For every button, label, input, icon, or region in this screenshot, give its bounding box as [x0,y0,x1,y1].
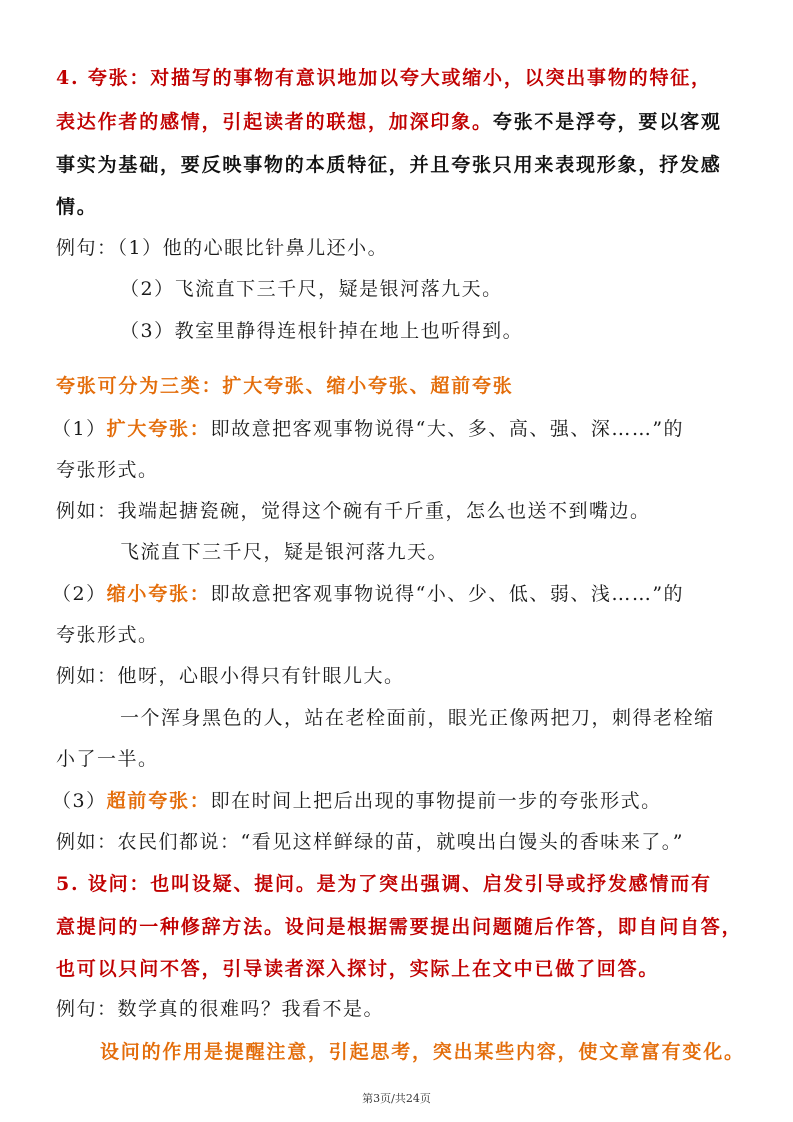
type2-example-2-cont: 小了一半。 [56,748,159,770]
type1-definition [52,417,753,441]
s4-definition-line-1: 4. 夸张：对描写的事物有意识地加以夸大或缩小，以突出事物的特征， [56,67,712,89]
s4-definition-black-part: 夸张不是浮夸，要以客观 [492,111,722,133]
type3-number: （3） [52,790,107,812]
type1-example-1: 例如：我端起搪瓷碗，觉得这个碗有千斤重，怎么也送不到嘴边。 [56,500,651,522]
s4-types-heading: 夸张可分为三类：扩大夸张、缩小夸张、超前夸张 [56,375,514,397]
type2-name: 缩小夸张： [106,583,211,605]
type1-name: 扩大夸张： [106,418,211,440]
type1-text: 即故意把客观事物说得“大、多、高、强、深……”的 [210,418,685,440]
type2-example-2: 一个浑身黑色的人，站在老栓面前，眼光正像两把刀，刺得老栓缩 [120,707,715,729]
type2-example-1: 例如：他呀，心眼小得只有针眼儿大。 [56,665,405,687]
type2-text: 即故意把客观事物说得“小、少、低、弱、浅……”的 [210,583,685,605]
s4-definition-line-3: 事实为基础，要反映事物的本质特征，并且夸张只用来表现形象，抒发感 [56,154,722,176]
type1-definition-cont: 夸张形式。 [56,459,159,481]
s5-definition-line-1: 5. 设问：也叫设疑、提问。是为了突出强调、启发引导或抒发感情而有 [56,873,712,895]
type3-name: 超前夸张： [106,790,211,812]
type3-definition [52,789,753,813]
s5-definition-line-3: 也可以只问不答，引导读者深入探讨，实际上在文中已做了回答。 [56,958,660,980]
type3-example: 例如：农民们都说：“看见这样鲜绿的苗，就嗅出白馒头的香味来了。” [56,831,684,853]
s4-definition-red-part: 表达作者的感情，引起读者的联想，加深印象。 [56,111,493,133]
page-footer: 第3页/共24页 [362,1092,431,1105]
type1-number: （1） [52,418,107,440]
type1-example-2: 飞流直下三千尺，疑是银河落九天。 [120,541,449,563]
type2-definition [52,582,753,606]
s5-function: 设问的作用是提醒注意，引起思考，突出某些内容，使文章富有变化。 [100,1041,745,1063]
s4-definition-line-2 [56,110,753,134]
s4-definition-line-4: 情。 [56,196,98,218]
s4-example-3: （3）教室里静得连根针掉在地上也听得到。 [120,320,524,342]
type2-definition-cont: 夸张形式。 [56,624,159,646]
type3-text: 即在时间上把后出现的事物提前一步的夸张形式。 [210,790,662,812]
s4-example-1: 例句：（1）他的心眼比针鼻儿还小。 [56,237,389,259]
s5-definition-line-2: 意提问的一种修辞方法。设问是根据需要提出问题随后作答，即自问自答， [56,916,743,938]
type2-number: （2） [52,583,107,605]
s4-example-2: （2）飞流直下三千尺，疑是银河落九天。 [120,278,503,300]
s5-example: 例句：数学真的很难吗？我看不是。 [56,998,385,1020]
